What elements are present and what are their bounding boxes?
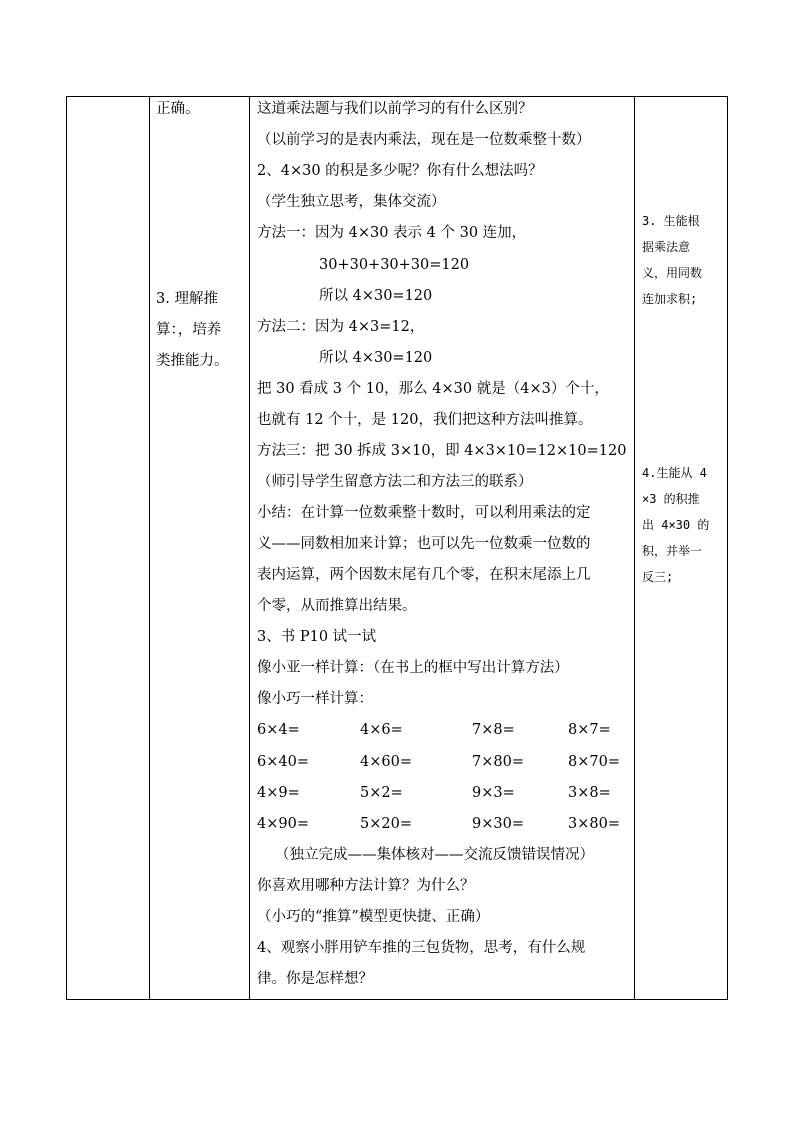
practice-cell: 6×40= xyxy=(257,754,309,770)
process-line: 像小亚一样计算：（在书上的框中写出计算方法） xyxy=(257,660,569,676)
process-line: 律。你是怎样想？ xyxy=(257,971,373,987)
practice-cell: 7×8= xyxy=(472,722,515,738)
process-line: 小结：在计算一位数乘整十数时，可以利用乘法的定 xyxy=(257,505,591,521)
practice-cell: 8×7= xyxy=(568,722,611,738)
practice-cell: 7×80= xyxy=(472,754,524,770)
process-line: 方法二：因为 4×3=12， xyxy=(257,319,425,335)
note-line: 反三; xyxy=(642,570,674,584)
practice-cell: 5×2= xyxy=(360,785,403,801)
process-line: 方法三：把 30 拆成 3×10，即 4×3×10=12×10=120 xyxy=(257,443,627,459)
practice-cell: 9×3= xyxy=(472,785,515,801)
goal-item-3-line: 3. 理解推 xyxy=(156,291,218,307)
process-line: 30+30+30+30=120 xyxy=(319,257,470,273)
practice-cell: 6×4= xyxy=(257,722,300,738)
goal-item-3-line: 算：，培养 xyxy=(156,322,222,338)
column-divider xyxy=(249,97,250,999)
process-line: 所以 4×30=120 xyxy=(319,288,433,304)
note-line: ×3 的积推 xyxy=(642,492,700,506)
process-line: 所以 4×30=120 xyxy=(319,350,433,366)
process-line: 4、观察小胖用铲车推的三包货物，思考，有什么规 xyxy=(257,940,586,956)
process-line: 像小巧一样计算： xyxy=(257,691,373,707)
practice-cell: 9×30= xyxy=(472,816,524,832)
process-line: 2、4×30 的积是多少呢？你有什么想法吗？ xyxy=(257,163,543,179)
process-line: （以前学习的是表内乘法，现在是一位数乘整十数） xyxy=(257,132,591,148)
process-line: （小巧的“推算”模型更快捷、正确） xyxy=(257,909,490,925)
practice-cell: 4×9= xyxy=(257,785,300,801)
note-line: 积，并举一 xyxy=(642,544,703,558)
process-line: （师引导学生留意方法二和方法三的联系） xyxy=(257,474,533,490)
process-line: 3、书 P10 试一试 xyxy=(257,629,377,645)
column-divider xyxy=(149,97,150,999)
process-line: 义——同数相加来计算；也可以先一位数乘一位数的 xyxy=(257,536,591,552)
note-line: 据乘法意 xyxy=(642,240,691,254)
practice-cell: 5×20= xyxy=(360,816,412,832)
practice-cell: 3×8= xyxy=(568,785,611,801)
practice-cell: 8×70= xyxy=(568,754,620,770)
note-line: 4.生能从 4 xyxy=(642,466,707,480)
process-line: 表内运算，两个因数末尾有几个零，在积末尾添上几 xyxy=(257,567,591,583)
process-line: 把 30 看成 3 个 10，那么 4×30 就是（4×3）个十， xyxy=(257,381,609,397)
process-line: （学生独立思考，集体交流） xyxy=(257,194,446,210)
practice-cell: 4×90= xyxy=(257,816,309,832)
process-line: 方法一：因为 4×30 表示 4 个 30 连加， xyxy=(257,225,527,241)
note-line: 出 4×30 的 xyxy=(642,518,710,532)
lesson-table xyxy=(66,96,728,1000)
process-line: 个零，从而推算出结果。 xyxy=(257,598,417,614)
note-line: 义，用同数 xyxy=(642,266,703,280)
process-line: 你喜欢用哪种方法计算？为什么？ xyxy=(257,878,475,894)
practice-cell: 4×6= xyxy=(360,722,403,738)
process-line: 这道乘法题与我们以前学习的有什么区别？ xyxy=(257,101,533,117)
process-line: 也就有 12 个十，是 120，我们把这种方法叫推算。 xyxy=(257,412,593,428)
practice-cell: 3×80= xyxy=(568,816,620,832)
note-line: 3. 生能根 xyxy=(642,214,700,228)
column-divider xyxy=(634,97,635,999)
process-line: （独立完成——集体核对——交流反馈错误情况） xyxy=(275,847,594,863)
practice-cell: 4×60= xyxy=(360,754,412,770)
goal-item-3-line: 类推能力。 xyxy=(156,353,229,369)
goal-text: 正确。 xyxy=(156,101,200,117)
note-line: 连加求积; xyxy=(642,292,698,306)
